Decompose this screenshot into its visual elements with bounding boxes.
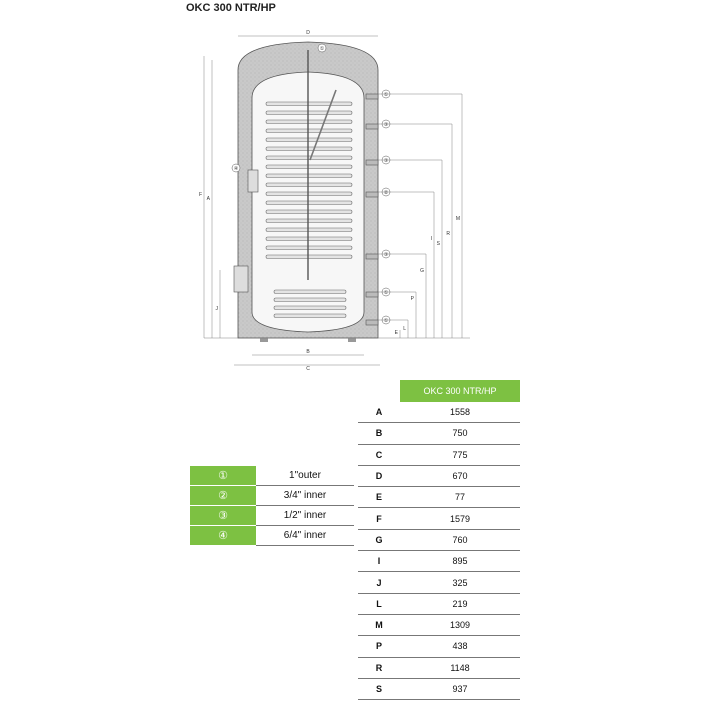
dim-label-P: P xyxy=(410,296,414,302)
dim-label-E: E xyxy=(394,330,398,336)
dim-label-I: I xyxy=(430,236,432,242)
marker-right-7: ① xyxy=(383,318,389,324)
dim-label-L: L xyxy=(403,326,406,332)
table-row xyxy=(358,551,520,572)
dim-value: 895 xyxy=(400,551,520,572)
table-row xyxy=(358,636,520,657)
dim-value: 325 xyxy=(400,572,520,593)
dim-label-A: A xyxy=(206,196,210,202)
dim-key: B xyxy=(358,423,400,444)
legend-value: 6/4" inner xyxy=(256,526,354,546)
table-row xyxy=(358,678,520,699)
electric-heater-flange xyxy=(234,266,248,292)
dim-value: 1148 xyxy=(400,657,520,678)
dim-label-R: R xyxy=(446,231,450,237)
marker-left: ④ xyxy=(233,166,239,172)
table-row xyxy=(358,529,520,550)
dim-value: 77 xyxy=(400,487,520,508)
dim-key: M xyxy=(358,614,400,635)
dim-key: I xyxy=(358,551,400,572)
connection-legend-table xyxy=(190,466,354,546)
dim-key: R xyxy=(358,657,400,678)
tank-drawing-svg xyxy=(190,20,490,380)
table-row xyxy=(358,487,520,508)
dim-key: E xyxy=(358,487,400,508)
table-row xyxy=(358,657,520,678)
legend-row xyxy=(190,466,354,486)
dim-value: 670 xyxy=(400,465,520,486)
dim-value: 438 xyxy=(400,636,520,657)
dim-value: 760 xyxy=(400,529,520,550)
dim-value: 1558 xyxy=(400,402,520,423)
dim-label-C: C xyxy=(306,366,310,372)
dim-key: C xyxy=(358,444,400,465)
legend-symbol: ④ xyxy=(190,526,256,546)
table-row xyxy=(358,593,520,614)
dim-value: 750 xyxy=(400,423,520,444)
dim-label-D: D xyxy=(306,30,310,36)
dimensions-header-row xyxy=(358,380,520,402)
legend-row xyxy=(190,506,354,526)
tank-foot-right xyxy=(348,338,356,342)
marker-right-5: ③ xyxy=(383,252,389,258)
dim-key: P xyxy=(358,636,400,657)
dim-label-B: B xyxy=(306,349,310,355)
dim-key: D xyxy=(358,465,400,486)
marker-right-3: ③ xyxy=(383,158,389,164)
dim-value: 775 xyxy=(400,444,520,465)
page-title: OKC 300 NTR/HP xyxy=(186,2,276,14)
marker-right-6: ① xyxy=(383,290,389,296)
dim-value: 1579 xyxy=(400,508,520,529)
side-flange xyxy=(248,170,258,192)
table-row xyxy=(358,508,520,529)
legend-row xyxy=(190,526,354,546)
dimensions-header: OKC 300 NTR/HP xyxy=(400,380,520,402)
legend-value: 1"outer xyxy=(256,466,354,486)
table-row xyxy=(358,402,520,423)
dim-key: F xyxy=(358,508,400,529)
dim-label-G: G xyxy=(420,268,424,274)
marker-right-4: ② xyxy=(383,190,389,196)
legend-value: 1/2" inner xyxy=(256,506,354,526)
table-row xyxy=(358,572,520,593)
table-row xyxy=(358,465,520,486)
tank-cross-section-drawing xyxy=(190,20,490,380)
dim-label-S: S xyxy=(436,241,440,247)
dim-value: 1309 xyxy=(400,614,520,635)
legend-value: 3/4" inner xyxy=(256,486,354,506)
dimensions-header-blank xyxy=(358,380,400,402)
legend-symbol: ② xyxy=(190,486,256,506)
dim-value: 219 xyxy=(400,593,520,614)
marker-right-1: ① xyxy=(383,92,389,98)
dim-key: J xyxy=(358,572,400,593)
legend-symbol: ③ xyxy=(190,506,256,526)
dim-label-J: J xyxy=(215,306,218,312)
dim-key: S xyxy=(358,678,400,699)
table-row xyxy=(358,444,520,465)
dim-key: L xyxy=(358,593,400,614)
marker-top: ① xyxy=(319,46,325,52)
dimensions-table xyxy=(358,380,520,700)
dim-key: A xyxy=(358,402,400,423)
marker-right-2: ③ xyxy=(383,122,389,128)
table-row xyxy=(358,614,520,635)
dim-key: G xyxy=(358,529,400,550)
table-row xyxy=(358,423,520,444)
dim-label-M: M xyxy=(455,216,460,222)
dim-label-F: F xyxy=(198,192,202,198)
legend-row xyxy=(190,486,354,506)
tank-foot-left xyxy=(260,338,268,342)
dim-value: 937 xyxy=(400,678,520,699)
legend-symbol: ① xyxy=(190,466,256,486)
